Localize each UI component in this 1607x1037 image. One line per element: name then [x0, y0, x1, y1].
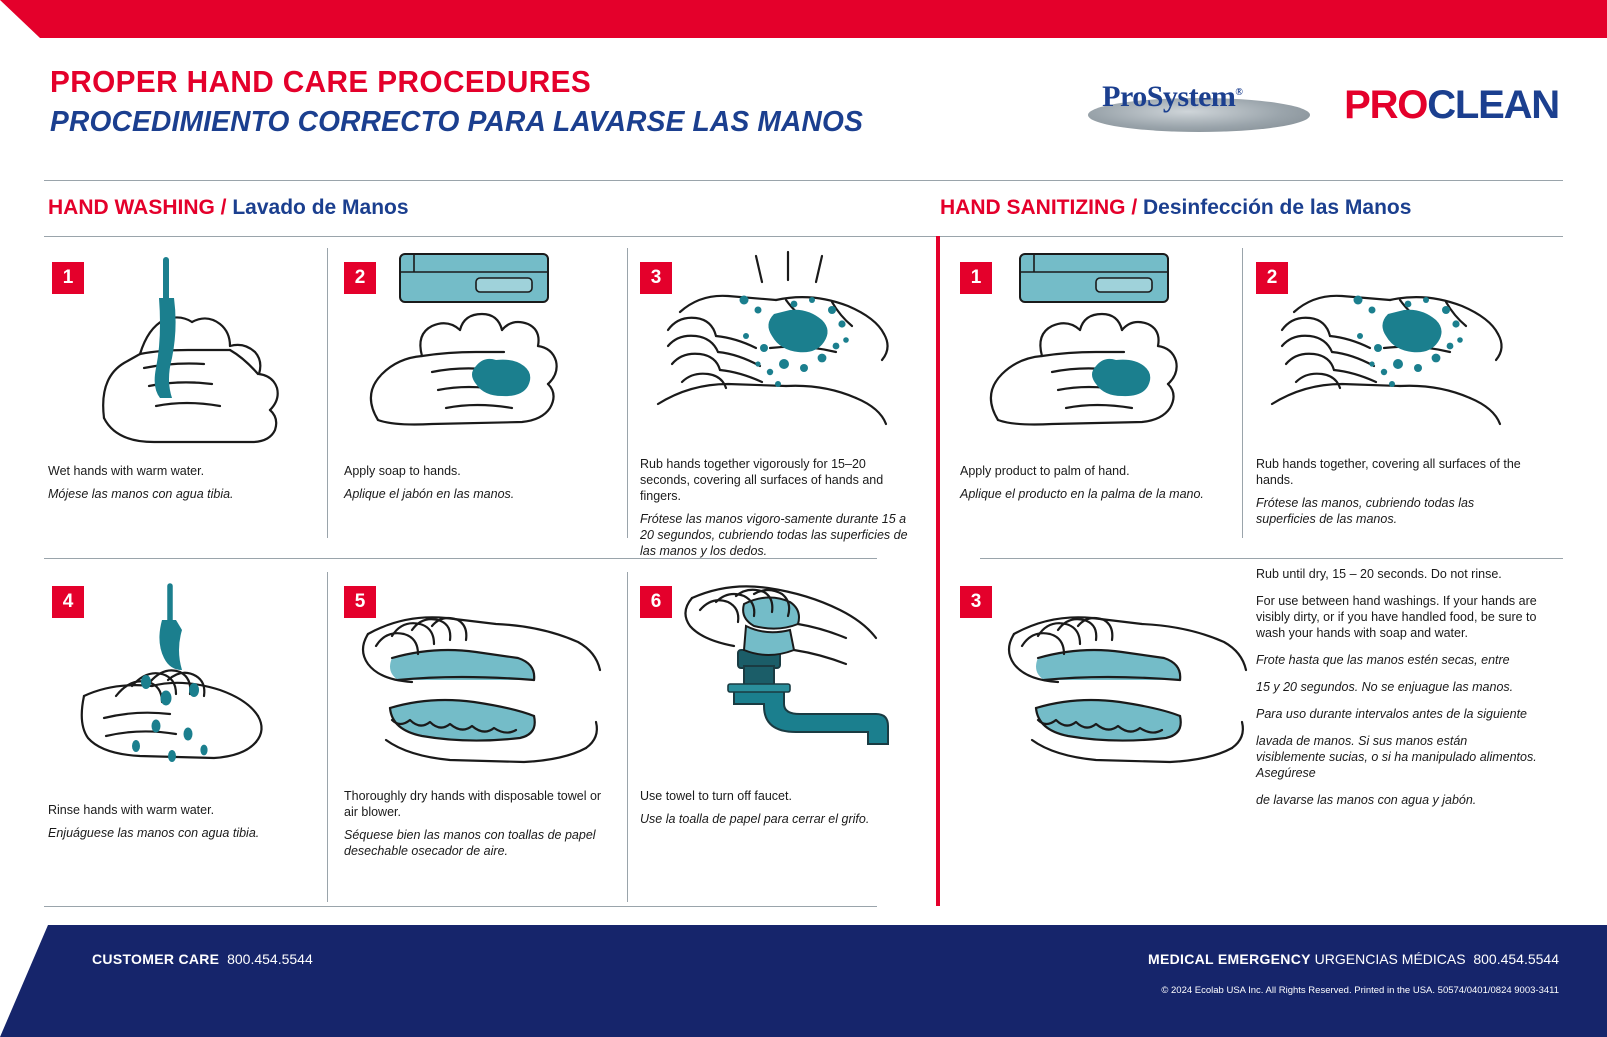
medical-emergency-phone: 800.454.5544 — [1473, 951, 1559, 967]
registered-trademark-icon: ® — [1235, 87, 1243, 98]
grid-divider-v1-bottom — [327, 572, 328, 902]
step-number-badge: 1 — [960, 262, 992, 294]
sanitizing-note-es-2: 15 y 20 segundos. No se enjuague las manos. — [1256, 680, 1514, 694]
washing-step-2 — [344, 248, 614, 548]
washing-step-5 — [344, 572, 614, 902]
step-caption-en: Apply product to palm of hand. — [960, 464, 1130, 478]
sanitizing-note-es-1: Frote hasta que las manos estén secas, entre — [1256, 653, 1510, 667]
proclean-pro-text: PRO — [1344, 82, 1428, 127]
sanitizing-note-en-2: For use between hand washings. If your hands are visibly dirty, or if you have handled food, be sure to wash your hands with soap and water. — [1256, 594, 1537, 640]
header-divider — [44, 180, 1563, 181]
step-caption — [344, 463, 602, 502]
step-caption-es: Frótese las manos, cubriendo todas las superficies de las manos. — [1256, 496, 1475, 526]
step-caption-es: Use la toalla de papel para cerrar el grifo. — [640, 812, 870, 826]
proclean-logo — [1344, 83, 1559, 128]
step-caption-en: Use towel to turn off faucet. — [640, 789, 792, 803]
section-heading-washing-en: HAND WASHING — [48, 196, 215, 219]
section-heading-washing-sep: / — [214, 196, 233, 219]
top-red-bar — [0, 0, 1607, 38]
page-title-english: PROPER HAND CARE PROCEDURES — [50, 64, 592, 99]
step-caption-en: Rinse hands with warm water. — [48, 803, 215, 817]
step-caption — [640, 456, 918, 559]
step-caption-es: Frótese las manos vigoro-samente durante 15 a 20 segundos, cubriendo todas las superficies de las manos y los dedos. — [640, 512, 908, 558]
step-caption — [48, 802, 306, 841]
section-separator-red — [936, 236, 940, 906]
prosystem-wordmark-text: ProSystem — [1102, 80, 1236, 113]
step-number-badge: 2 — [1256, 262, 1288, 294]
sanitizing-note-es-5: de lavarse las manos con agua y jabón. — [1256, 793, 1477, 807]
step-number-badge: 6 — [640, 586, 672, 618]
section-heading-hand-sanitizing — [940, 196, 1411, 220]
logo-group — [1088, 74, 1559, 136]
illustration-dry-hands — [338, 588, 608, 778]
washing-step-1 — [44, 248, 314, 548]
sanitizing-note-es-4: lavada de manos. Si sus manos están visiblemente sucias, o si ha manipulado alimentos. Asegúrese — [1256, 734, 1537, 780]
section-heading-hand-washing — [48, 196, 409, 220]
sanitizing-note-en-1: Rub until dry, 15 – 20 seconds. Do not rinse. — [1256, 567, 1502, 581]
step-caption-es: Aplique el producto en la palma de la mano. — [960, 487, 1204, 501]
step-caption-en: Rub hands together, covering all surfaces of the hands. — [1256, 457, 1521, 487]
step-number-badge: 3 — [640, 262, 672, 294]
step-number-badge: 5 — [344, 586, 376, 618]
grid-divider-san-v1 — [1242, 248, 1243, 538]
section-heading-sanitizing-es: Desinfección de las Manos — [1143, 196, 1412, 219]
step-number-badge: 3 — [960, 586, 992, 618]
illustration-turn-off-faucet — [650, 576, 910, 786]
poster-footer — [0, 925, 1607, 1037]
illustration-apply-soap — [336, 248, 606, 448]
illustration-wet-hands — [44, 258, 304, 453]
step-caption — [48, 463, 306, 502]
step-caption-en: Thoroughly dry hands with disposable towel or air blower. — [344, 789, 602, 819]
illustration-rub-until-dry — [984, 588, 1254, 778]
step-caption-es: Séquese bien las manos con toallas de papel desechable osecador de aire. — [344, 828, 596, 858]
step-caption — [640, 788, 918, 827]
sanitizing-notes — [1256, 566, 1540, 819]
illustration-rub-hands — [636, 248, 926, 448]
step-caption — [960, 463, 1218, 502]
grid-divider-bottom-wash — [44, 906, 877, 907]
step-caption-es: Aplique el jabón en las manos. — [344, 487, 515, 501]
sanitizing-step-2 — [1256, 248, 1552, 548]
top-bar-corner-notch — [0, 0, 40, 38]
section-heading-sanitizing-sep: / — [1125, 196, 1144, 219]
prosystem-wordmark — [1102, 80, 1302, 114]
grid-divider-v1-top — [327, 248, 328, 538]
footer-corner-notch — [0, 925, 48, 1037]
washing-step-4 — [44, 572, 314, 902]
medical-emergency-label-es: URGENCIAS MÉDICAS — [1314, 951, 1466, 967]
proclean-clean-text: CLEAN — [1427, 82, 1559, 127]
medical-emergency-label: MEDICAL EMERGENCY — [1148, 951, 1311, 967]
step-number-badge: 2 — [344, 262, 376, 294]
section-heading-washing-es: Lavado de Manos — [232, 196, 409, 219]
medical-emergency-block — [1148, 951, 1559, 967]
step-caption — [344, 788, 602, 859]
grid-divider-v2-top — [627, 248, 628, 538]
step-caption-en: Rub hands together vigorously for 15–20 seconds, covering all surfaces of hands and fingers. — [640, 457, 884, 503]
grid-divider-v2-bottom — [627, 572, 628, 902]
step-number-badge: 1 — [52, 262, 84, 294]
page-title-spanish: PROCEDIMIENTO CORRECTO PARA LAVARSE LAS MANOS — [50, 106, 864, 138]
customer-care-phone: 800.454.5544 — [227, 951, 313, 967]
poster-header — [0, 38, 1607, 178]
sanitizing-step-1 — [960, 248, 1232, 548]
grid-divider-san-middle — [980, 558, 1563, 559]
copyright-line: © 2024 Ecolab USA Inc. All Rights Reserved. Printed in the USA. 50574/0401/0824 9003-3411 — [1161, 985, 1559, 996]
illustration-rinse-hands — [44, 586, 304, 776]
section-heading-sanitizing-en: HAND SANITIZING — [940, 196, 1126, 219]
step-caption-es: Enjuáguese las manos con agua tibia. — [48, 826, 260, 840]
step-caption — [1256, 456, 1534, 527]
grid-divider-top — [44, 236, 1563, 237]
sanitizing-note-es-3: Para uso durante intervalos antes de la siguiente — [1256, 707, 1528, 721]
illustration-rub-hands-sanitizer — [1250, 248, 1546, 448]
customer-care-block — [92, 951, 313, 967]
washing-step-6 — [640, 572, 930, 902]
illustration-apply-product — [956, 248, 1228, 448]
step-number-badge: 4 — [52, 586, 84, 618]
washing-step-3 — [640, 248, 930, 558]
step-caption-en: Wet hands with warm water. — [48, 464, 205, 478]
sanitizing-step-3 — [960, 572, 1240, 902]
customer-care-label: CUSTOMER CARE — [92, 951, 220, 967]
step-caption-en: Apply soap to hands. — [344, 464, 461, 478]
step-caption-es: Mójese las manos con agua tibia. — [48, 487, 234, 501]
prosystem-logo — [1088, 74, 1310, 136]
